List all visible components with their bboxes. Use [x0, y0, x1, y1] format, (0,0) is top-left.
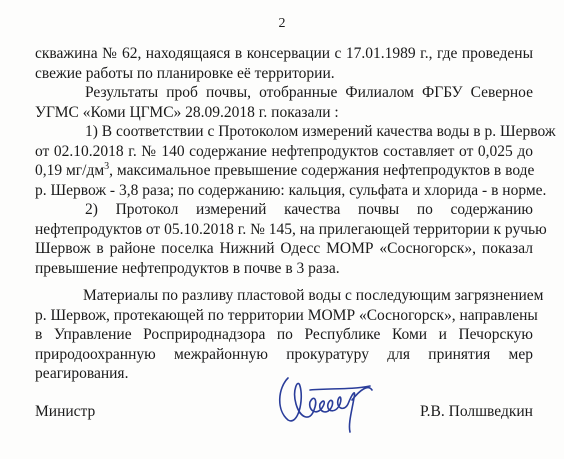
page-number: 2 [278, 16, 286, 31]
signatory-name: Р.В. Полшведкин [420, 403, 533, 420]
text-line: природоохранную межрайонную прокуратуру для принятия мер [35, 345, 533, 363]
text-line: р. Шервож, протекающей по территории МОМР «Сосногорск», направлены [35, 306, 538, 324]
text-line: 0,19 $мг/дм^3$, максимальное превышение содержания нефтепродуктов в воде [35, 160, 535, 179]
text-line: 1) В соответствии с Протоколом измерений качества воды в р. Шервож [85, 123, 556, 140]
text-line: в Управление Росприроднадзора по Республике Коми и Печорскую [35, 326, 533, 343]
text-line: реагирования. [35, 365, 129, 382]
text-line: УГМС «Коми ЦГМС» 28.09.2018 г. показали : [35, 103, 339, 121]
text-line: превышение нефтепродуктов в почве в 3 раза. [35, 259, 340, 277]
handwritten-signature [270, 360, 390, 440]
text-line: от 02.10.2018 г. № 140 содержание нефтепродуктов составляет от 0,025 до [35, 142, 533, 160]
signatory-title: Министр [35, 403, 96, 420]
body-text [35, 44, 556, 384]
text-line: скважина № 62, находящаяся в консервации с 17.01.1989 г., где проведены [35, 45, 533, 62]
text-line: Материалы по разливу пластовой воды с последующим загрязнением [83, 287, 544, 304]
text-line: р. Шервож - 3,8 раза; по содержанию: кальция, сульфата и хлорида - в норме. [35, 181, 547, 199]
text-line: нефтепродуктов от 05.10.2018 г. № 145, на прилегающей территории к ручью [35, 220, 547, 238]
text-line: свежие работы по планировке её территории. [35, 64, 335, 82]
text-line: Шервож в районе поселка Нижний Одесс МОМР «Сосногорск», показал [35, 240, 533, 257]
text-line: 2) Протокол измерений качества почвы по содержанию [85, 201, 533, 218]
text-line: Результаты проб почвы, отобранные Филиалом ФГБУ Северное [85, 84, 533, 101]
